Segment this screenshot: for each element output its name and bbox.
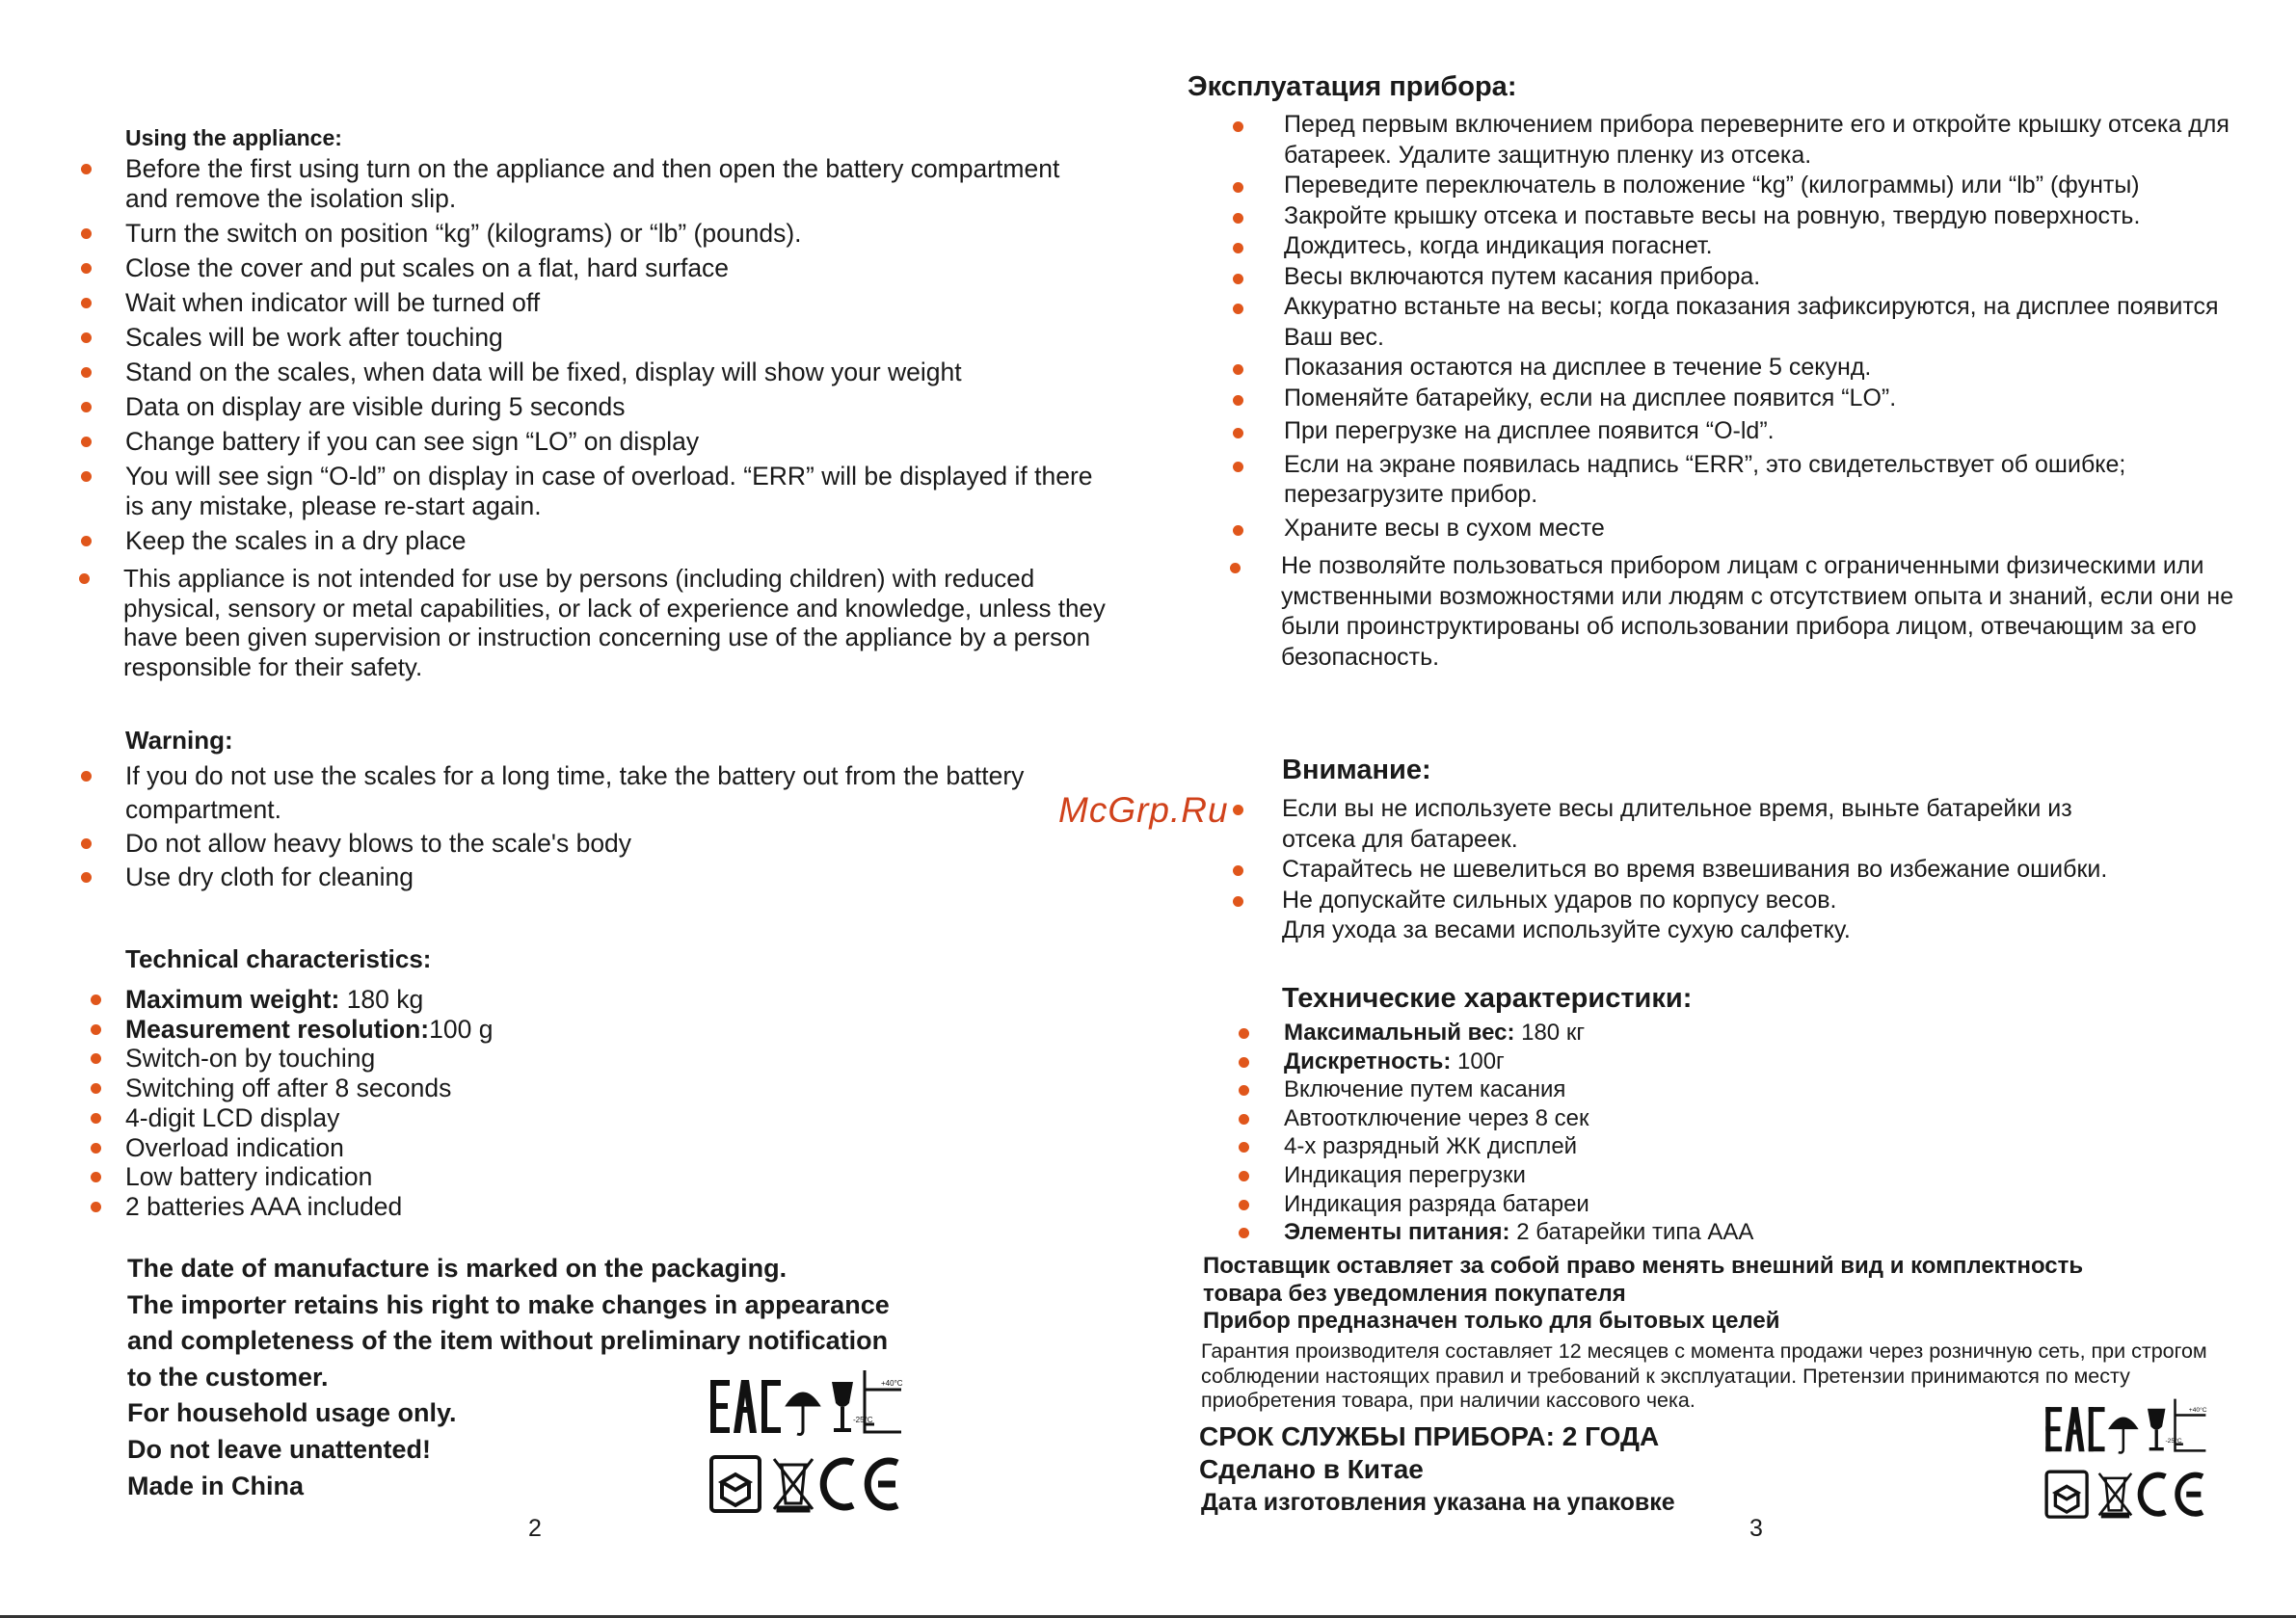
list-item <box>1284 1075 2151 1104</box>
list-item: Before the first using turn on the appliance and then open the battery compartment and remove the isolation slip. <box>125 154 1108 214</box>
note-line: Do not leave unattented! <box>127 1434 432 1464</box>
list-item <box>125 1074 993 1103</box>
list-item: Turn the switch on position “kg” (kilograms) or “lb” (pounds). <box>125 219 1108 249</box>
list-item: Если на экране появилась надпись “ERR”, это свидетельствует об ошибке; перезагрузите прибор. <box>1284 450 2248 511</box>
cert-marks-left <box>708 1368 925 1518</box>
left-usage-list <box>125 154 1108 686</box>
left-tech-title: Technical characteristics: <box>125 944 432 973</box>
list-item: Переведите переключатель в положение “kg” (килограммы) или “lb” (фунты) <box>1284 171 2248 201</box>
recycle-bin-icon <box>774 1459 813 1511</box>
list-item: Показания остаются на дисплее в течение 5 секунд. <box>1284 353 2248 384</box>
list-item <box>1284 1161 2151 1190</box>
list-item: Перед первым включением прибора переверните его и откройте крышку отсека для батареек. Удалите защитную пленку из отсека. <box>1284 110 2248 171</box>
right-usage-list <box>1281 110 2248 673</box>
note-line: товара без уведомления покупателя <box>1203 1280 1626 1307</box>
package-icon <box>711 1457 760 1511</box>
spec-value: 2 батарейки типа ААА <box>1509 1219 1754 1246</box>
left-tech-list <box>125 985 993 1222</box>
umbrella-icon <box>2110 1419 2136 1453</box>
note-line: and completeness of the item without preliminary notification <box>127 1326 889 1356</box>
right-warning-list <box>1282 794 2246 946</box>
list-item: Не позволяйте пользоваться прибором лицам с ограниченными физическими или умственными возможностями или людям с отсутствием опыта и знаний, если они не были проинструктированы об использовании прибора лицом, отвечающим за его безопасность. <box>1281 551 2250 673</box>
page-number: 2 <box>528 1515 542 1542</box>
right-tech-title: Технические характеристики: <box>1282 983 1693 1014</box>
list-item: Старайтесь не шевелиться во время взвешивания во избежание ошибки. <box>1282 855 2246 886</box>
list-item: Wait when indicator will be turned off <box>125 288 1108 318</box>
list-item: Дождитесь, когда индикация погаснет. <box>1284 231 2248 262</box>
ce-icon <box>2141 1475 2203 1514</box>
right-supplier-notes <box>1203 1253 2263 1336</box>
cert-marks-right <box>2039 1397 2231 1523</box>
note-line: Made in China <box>127 1471 305 1500</box>
list-item <box>125 1044 993 1074</box>
date-note: Дата изготовления указана на упаковке <box>1201 1489 1675 1516</box>
temp-low-label: -25°C <box>2165 1437 2182 1445</box>
list-item: Do not allow heavy blows to the scale's body <box>125 827 1089 861</box>
list-item <box>1284 1218 2151 1247</box>
list-item: Change battery if you can see sign “LO” on display <box>125 427 1108 457</box>
list-item: Stand on the scales, when data will be fixed, display will show your weight <box>125 358 1108 387</box>
list-item <box>125 1103 993 1133</box>
list-item <box>1284 1048 2151 1076</box>
spec-value: 2 batteries AAA included <box>125 1191 403 1221</box>
list-item <box>1284 1019 2151 1048</box>
note-line: Поставщик оставляет за собой право менять внешний вид и комплектность <box>1203 1253 2084 1279</box>
list-item <box>125 1192 993 1222</box>
spec-label: Measurement resolution: <box>125 1014 430 1044</box>
spec-value: Автоотключение через 8 сек <box>1284 1104 1589 1131</box>
note-line: For household usage only. <box>127 1398 457 1428</box>
spec-label: Элементы питания: <box>1284 1219 1510 1246</box>
recycle-bin-icon <box>2099 1473 2132 1517</box>
list-item: При перегрузке на дисплее появится “O-ld”. <box>1284 416 2248 447</box>
spec-value: 4-х разрядный ЖК дисплей <box>1284 1133 1578 1160</box>
left-usage-title: Using the appliance: <box>125 125 342 150</box>
right-tech-list <box>1284 1019 2151 1247</box>
list-item: You will see sign “O-ld” on display in case of overload. “ERR” will be displayed if there is any mistake, please re-start again. <box>125 462 1108 521</box>
watermark-text: McGrp.Ru <box>1058 790 1229 830</box>
list-item: Весы включаются путем касания прибора. <box>1284 262 2248 293</box>
spec-value: 180 kg <box>339 985 424 1014</box>
list-item: Use dry cloth for cleaning <box>125 861 1089 894</box>
note-line: The date of manufacture is marked on the packaging. <box>127 1254 788 1283</box>
list-item: Закройте крышку отсека и поставьте весы на ровную, твердую поверхность. <box>1284 201 2248 232</box>
list-item <box>125 1133 993 1163</box>
spec-value: Switching off after 8 seconds <box>125 1074 452 1103</box>
glass-icon <box>832 1382 853 1432</box>
list-item: Close the cover and put scales on a flat, hard surface <box>125 253 1108 283</box>
note-line: The importer retains his right to make changes in appearance <box>127 1289 890 1319</box>
cert-marks-svg <box>2039 1397 2231 1523</box>
list-item: Для ухода за весами используйте сухую салфетку. <box>1282 916 1851 943</box>
left-warning-title: Warning: <box>125 726 233 755</box>
list-item: Scales will be work after touching <box>125 323 1108 353</box>
spec-value: Индикация разряда батареи <box>1284 1190 1589 1217</box>
eac-icon <box>710 1380 781 1433</box>
right-usage-title: Эксплуатация прибора: <box>1188 71 1517 102</box>
left-warning-list <box>125 759 1089 894</box>
list-item: Аккуратно встаньте на весы; когда показания зафиксируются, на дисплее появится Ваш вес. <box>1284 292 2248 353</box>
note-line: to the customer. <box>127 1362 329 1392</box>
list-item: If you do not use the scales for a long time, take the battery out from the battery compartment. <box>125 759 1089 827</box>
list-item: This appliance is not intended for use by persons (including children) with reduced physical, sensory or metal capabilities, or lack of experience and knowledge, unless they have been given supervision or instruction concerning use of the appliance by a person responsible for their safety. <box>123 564 1108 681</box>
list-item: Поменяйте батарейку, если на дисплее появится “LO”. <box>1284 384 2248 414</box>
list-item <box>1284 1132 2151 1161</box>
list-item: Keep the scales in a dry place <box>125 526 1108 556</box>
spec-value: 100 g <box>429 1014 494 1044</box>
list-item <box>125 985 993 1015</box>
package-icon <box>2046 1472 2087 1517</box>
spec-value: 4-digit LCD display <box>125 1102 340 1132</box>
umbrella-icon <box>788 1393 818 1435</box>
list-item: Не допускайте сильных ударов по корпусу весов. <box>1282 886 2246 916</box>
list-item: Data on display are visible during 5 seconds <box>125 392 1108 422</box>
service-life: СРОК СЛУЖБЫ ПРИБОРА: 2 ГОДА <box>1199 1421 1660 1451</box>
spec-value: Low battery indication <box>125 1162 373 1192</box>
spec-value: Switch-on by touching <box>125 1044 376 1074</box>
right-warning-title: Внимание: <box>1282 755 1431 785</box>
list-item <box>125 1162 993 1192</box>
warranty-text: Гарантия производителя составляет 12 месяцев с момента продажи через розничную сеть, при строгом соблюдении настоящих правил и требований к эксплуатации. Претензии принимаются по месту приобретения товара, при наличии кассового чека. <box>1201 1339 2207 1412</box>
list-item: Если вы не используете весы длительное время, выньте батарейки из отсека для батареек. <box>1282 794 2111 855</box>
spec-value: Overload indication <box>125 1132 344 1162</box>
note-line: Прибор предназначен только для бытовых целей <box>1203 1308 1780 1335</box>
temp-low-label: -25°C <box>853 1416 873 1424</box>
list-item <box>1284 1104 2151 1133</box>
made-in: Сделано в Китае <box>1199 1454 1424 1484</box>
spec-label: Дискретность: <box>1284 1048 1452 1074</box>
page-number: 3 <box>1749 1515 1763 1542</box>
spec-value: 100г <box>1451 1048 1505 1074</box>
list-item <box>125 1015 993 1045</box>
spec-value: Включение путем касания <box>1284 1076 1566 1103</box>
temp-high-label: +40°C <box>881 1379 903 1388</box>
eac-icon <box>2045 1407 2104 1451</box>
spec-label: Максимальный вес: <box>1284 1020 1515 1046</box>
ce-icon <box>823 1461 897 1507</box>
glass-icon <box>2148 1409 2165 1451</box>
temp-high-label: +40°C <box>2188 1407 2207 1415</box>
list-item: Храните весы в сухом месте <box>1284 514 2248 544</box>
spec-value: 180 кг <box>1514 1020 1586 1046</box>
spec-label: Maximum weight: <box>125 985 340 1014</box>
cert-marks-svg <box>708 1368 925 1518</box>
spec-value: Индикация перегрузки <box>1284 1161 1526 1188</box>
list-item <box>1284 1190 2151 1219</box>
